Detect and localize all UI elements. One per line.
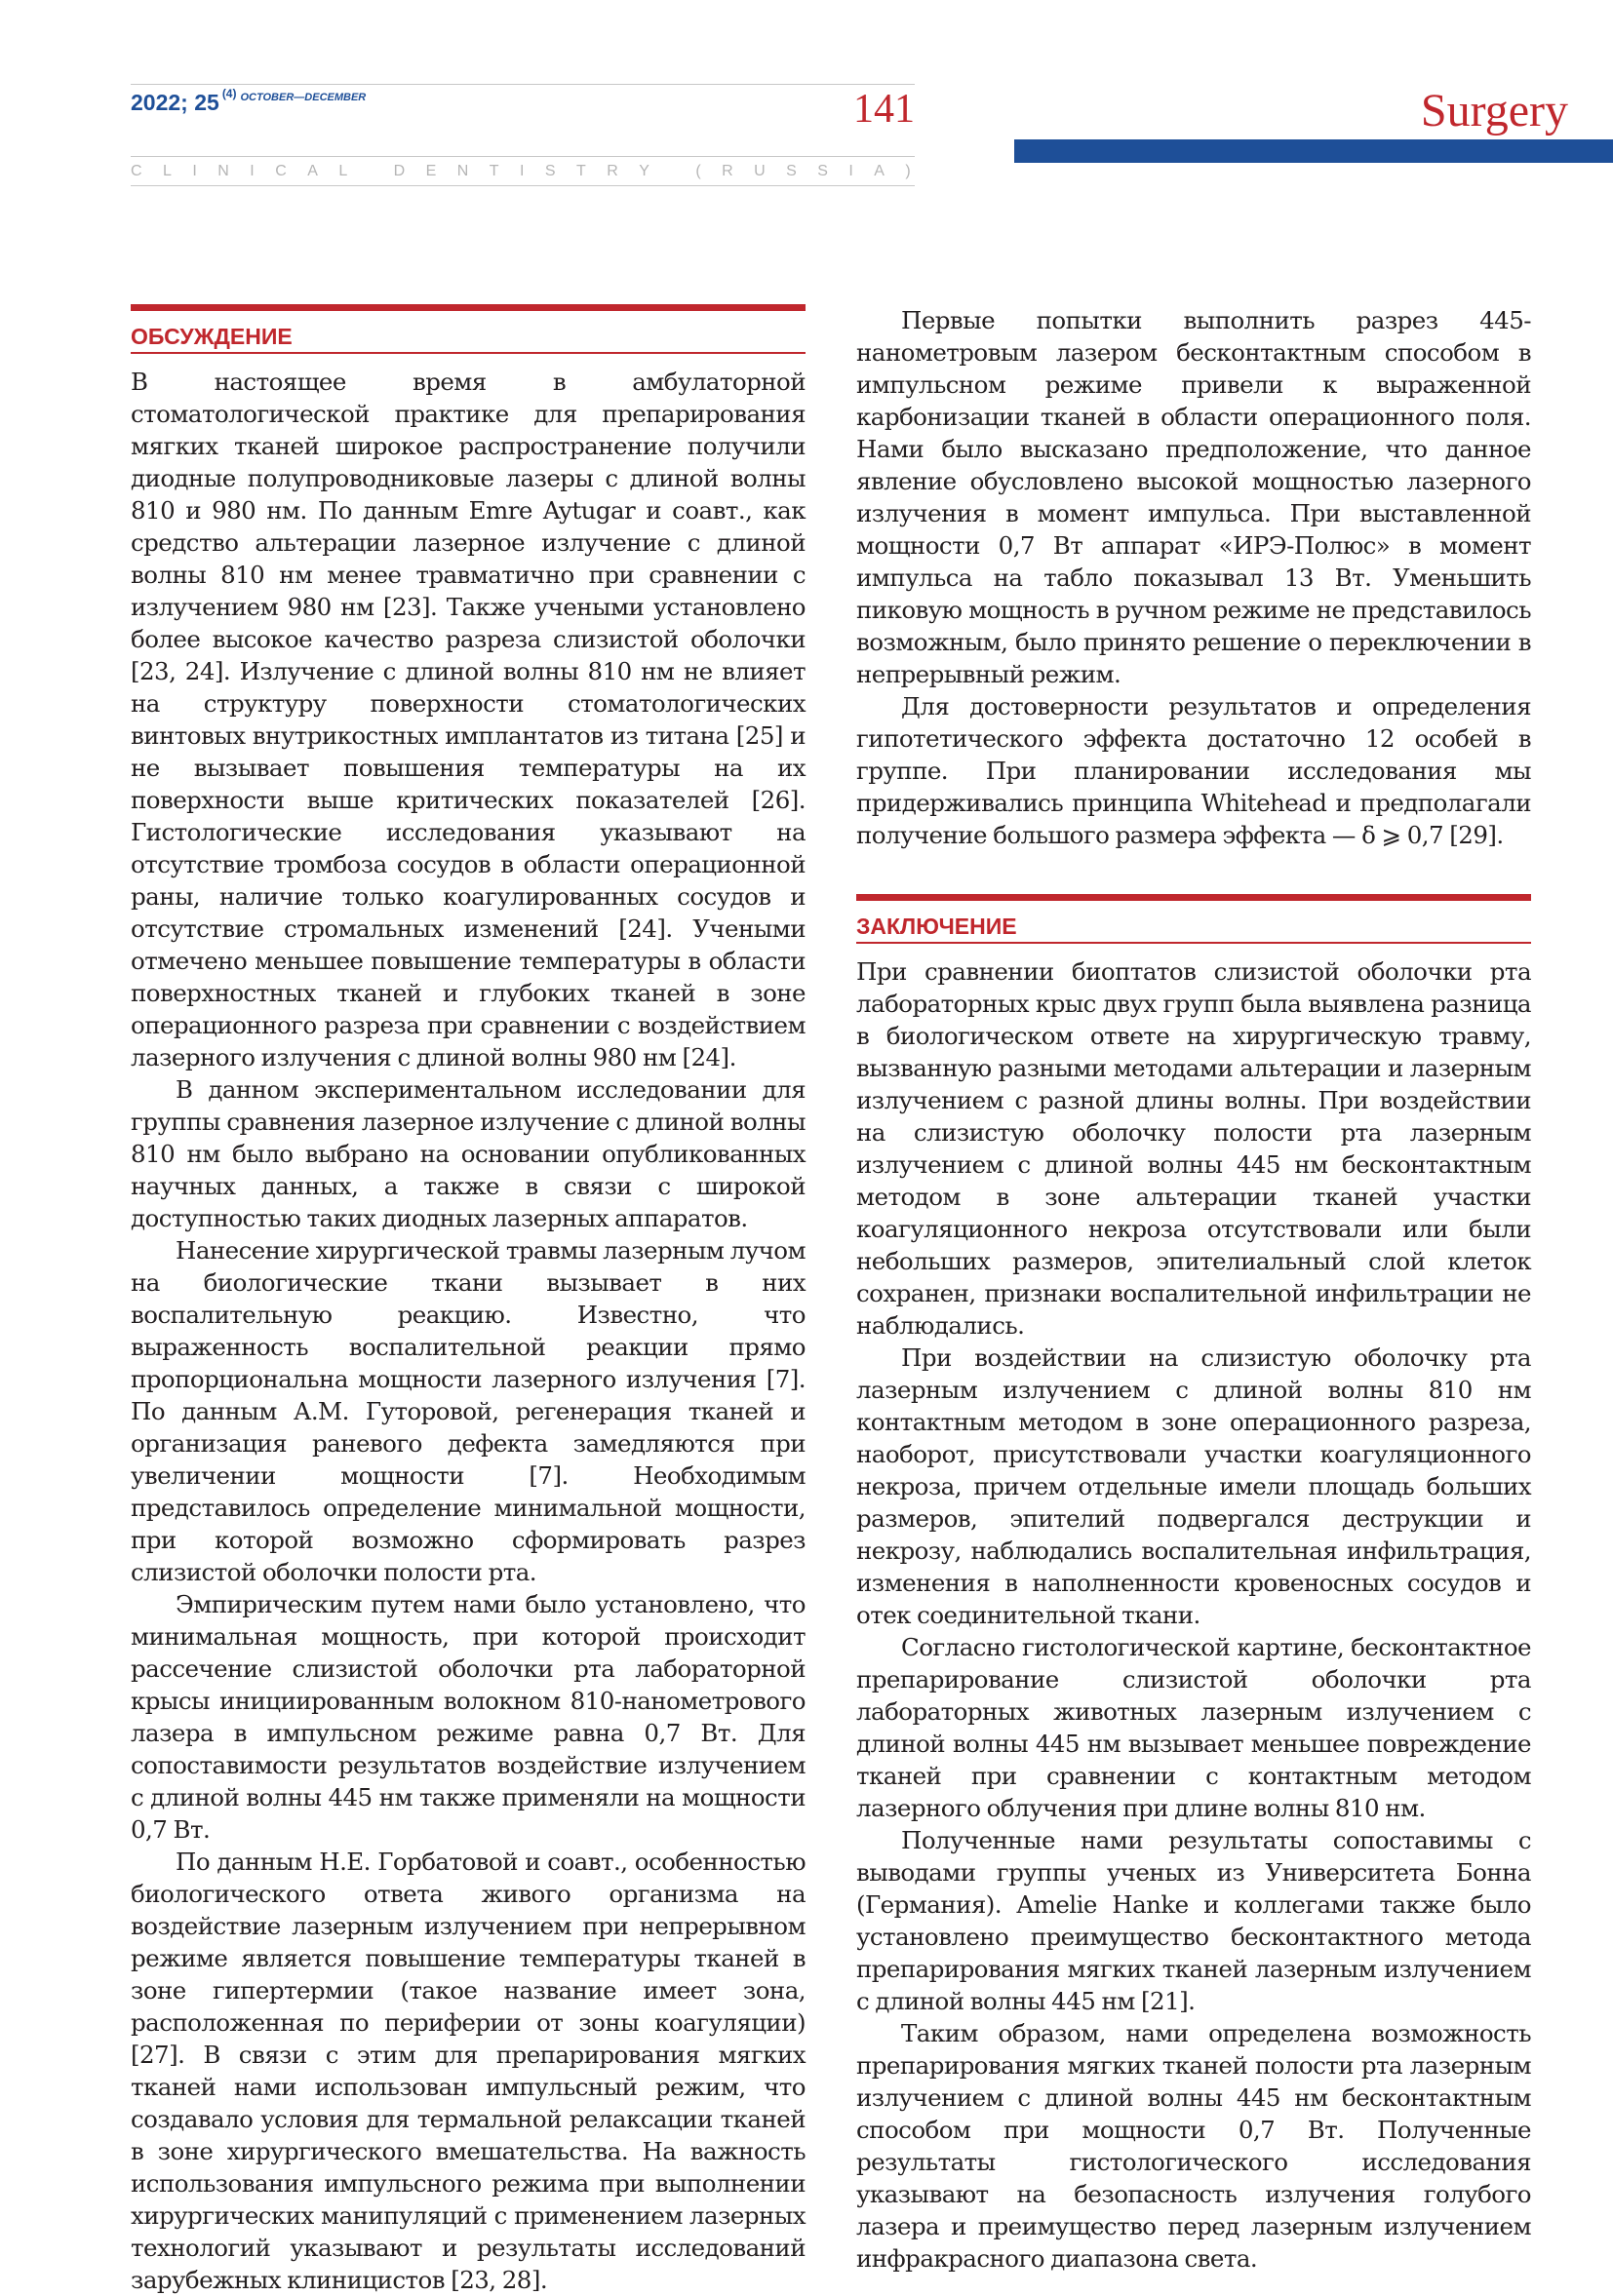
issue-number: (4) (221, 87, 237, 101)
journal-name-letter (369, 163, 373, 180)
body-paragraph: Для достоверности результатов и определения гипотетического эффекта достаточно 12 особей в группе. При планировании исследования мы придерживались принципа Whitehead и предполагали получение большого размера эффекта — δ ⩾ 0,7 [29]. (856, 692, 1531, 849)
journal-name-letter: I (192, 163, 197, 179)
journal-name-letter: L (338, 163, 348, 179)
issue-months: OCTOBER—DECEMBER (240, 92, 367, 103)
body-paragraph: Таким образом, нами определена возможность препарирования мягких тканей полости рта лазерным излучением с длиной волны 445 нм бесконтактным способом при мощности 0,7 Вт. Полученные результаты гистологического исследования указывают на безопасность излучения голубого лазера и преимущество перед лазерным излучением инфракрасного диапазона света. (856, 2019, 1531, 2273)
journal-name-letter: Y (639, 163, 649, 179)
journal-name-letter: I (250, 163, 255, 179)
section-color-bar (1014, 139, 1613, 163)
journal-name-letter: I (520, 163, 525, 179)
journal-name-letter: S (786, 163, 797, 179)
body-paragraph: Нанесение хирургической травмы лазерным лучом на биологические ткани вызывает в них воспалительную реакцию. Известно, что выраженность воспалительной реакции прямо пропорциональна мощности лазерного излучения [7]. По данным А.М. Гуторовой, регенерация тканей и организация раневого дефекта замедляются при увеличении мощности [7]. Необходимым представилось определение минимальной мощности, при которой возможно сформировать разрез слизистой оболочки полости рта. (131, 1236, 806, 1586)
journal-name-letter: ( (695, 163, 701, 179)
heading-rule-top (856, 894, 1531, 901)
journal-name-letter: S (817, 163, 828, 179)
journal-name-letter: C (131, 163, 142, 179)
issue-volume: 25 (194, 90, 219, 115)
journal-name-letter: N (456, 163, 469, 179)
header-rule-top (131, 84, 915, 85)
section-title: Surgery (1420, 85, 1568, 136)
header-rule-bottom (131, 185, 915, 186)
journal-name-letter: E (425, 163, 437, 179)
conclusion-heading: ЗАКЛЮЧЕНИЕ (856, 914, 1017, 939)
journal-name-letter: T (576, 163, 586, 179)
right-column (856, 304, 1531, 2275)
body-paragraph: При воздействии на слизистую оболочку рта лазерным излучением с длиной волны 810 нм контактным методом в зоне операционного разреза, наоборот, присутствовали участки коагуляционного некроза, причем отдельные имели площадь больших размеров, эпителий подвергался деструкции и некрозу, наблюдались воспалительная инфильтрация, изменения в наполненности кровеносных сосудов и отек соединительной ткани. (856, 1343, 1531, 1629)
header-rule-middle (131, 156, 915, 157)
journal-issue-label (131, 87, 367, 116)
body-paragraph: По данным Н.Е. Горбатовой и соавт., особенностью биологического ответа живого организма на воздействие лазерным излучением при непрерывном режиме является повышение температуры тканей в зоне гипертермии (такое название имеет зона, расположенная по периферии от зоны коагуляции) [27]. В связи с этим для препарирования мягких тканей нами использован импульсный режим, что создавало условия для термальной релаксации тканей в зоне хирургического вмешательства. На важность использования импульсного режима при выполнении хирургических манипуляций с применением лазерных технологий указывают и результаты исследований зарубежных клиницистов [23, 28]. (131, 1848, 806, 2294)
body-paragraph: Согласно гистологической картине, бесконтактное препарирование слизистой оболочки рта лабораторных животных лазерным излучением с длиной волны 445 нм вызывает меньшее повреждение тканей при сравнении с контактным методом лазерного облучения при длине волны 810 нм. (856, 1633, 1531, 1822)
journal-name (131, 163, 911, 180)
journal-name-letter: A (307, 163, 318, 179)
journal-name-letter: D (393, 163, 406, 179)
journal-name-letter: ) (905, 163, 911, 179)
journal-name-letter: U (754, 163, 766, 179)
discussion-heading: ОБСУЖДЕНИЕ (131, 324, 293, 349)
journal-name-letter: C (275, 163, 287, 179)
body-paragraph: При сравнении биоптатов слизистой оболочки рта лабораторных крыс двух групп была выявлена разница в биологическом ответе на хирургическую травму, вызванную разными методами альтерации и лазерным излучением с разной длины волны. При воздействии на слизистую оболочку полости рта лазерным излучением с длиной волны 445 нм бесконтактным методом в зоне альтерации тканей участки коагуляционного некроза отсутствовали или были небольших размеров, эпителиальный слой клеток сохранен, признаки воспалительной инфильтрации не наблюдались. (856, 957, 1531, 1340)
body-paragraph: В настоящее время в амбулаторной стоматологической практике для препарирования мягких тканей широкое распространение получили диодные полупроводниковые лазеры с длиной волны 810 и 980 нм. По данным Emre Aytugar и соавт., как средство альтерации лазерное излучение с длиной волны 810 нм менее травматично при сравнении с излучением 980 нм [23]. Также учеными установлено более высокое качество разреза слизистой оболочки [23, 24]. Излучение с длиной волны 810 нм не влияет на структуру поверхности стоматологических винтовых внутрикостных имплантатов из титана [25] и не вызывает повышения температуры на их поверхности выше критических показателей [26]. Гистологические исследования указывают на отсутствие тромбоза сосудов в области операционной раны, наличие только коагулированных сосудов и отсутствие стромальных изменений [24]. Учеными отмечено меньшее повышение температуры в области поверхностных тканей и глубоких тканей в зоне операционного разреза при сравнении с воздействием лазерного излучения с длиной волны 980 нм [24]. (131, 368, 806, 1071)
discussion-heading-block (131, 304, 806, 354)
heading-rule-bottom (856, 942, 1531, 944)
journal-name-letter: I (848, 163, 853, 179)
journal-name-letter: L (163, 163, 172, 179)
journal-name-letter: R (722, 163, 733, 179)
body-paragraph: Эмпирическим путем нами было установлено, что минимальная мощность, при которой происходит рассечение слизистой оболочки рта лабораторной крысы инициированным волокном 810-нанометрового лазера в импульсном режиме равна 0,7 Вт. Для сопоставимости результатов воздействие излучением с длиной волны 445 нм также применяли на мощности 0,7 Вт. (131, 1590, 806, 1844)
journal-name-letter: S (544, 163, 556, 179)
journal-name-letter (670, 163, 674, 180)
section-gap (856, 851, 1531, 894)
heading-rule-top (131, 304, 806, 311)
left-column (131, 304, 806, 2296)
journal-name-letter: A (874, 163, 885, 179)
body-paragraph: Полученные нами результаты сопоставимы с выводами группы ученых из Университета Бонна (Германия). Amelie Hanke и коллегами также было установлено преимущество бесконтактного метода препарирования мягких тканей лазерным излучением с длиной волны 445 нм [21]. (856, 1826, 1531, 2015)
heading-rule-bottom (131, 352, 806, 354)
page-number: 141 (853, 87, 915, 132)
body-paragraph: Первые попытки выполнить разрез 445-нанометровым лазером бесконтактным способом в импульсном режиме привели к выраженной карбонизации тканей в области операционного поля. Нами было высказано предположение, что данное явление обусловлено высокой мощностью лазерного излучения в момент импульса. При выставленной мощности 0,7 Вт аппарат «ИРЭ-Полюс» в момент импульса на табло показывал 13 Вт. Уменьшить пиковую мощность в ручном режиме не представилось возможным, было принято решение о переключении в непрерывный режим. (856, 306, 1531, 688)
body-paragraph: В данном экспериментальном исследовании для группы сравнения лазерное излучение с длиной волны 810 нм было выбрано на основании опубликованных научных данных, а также в связи с широкой доступностью таких диодных лазерных аппаратов. (131, 1075, 806, 1232)
journal-name-letter: N (217, 163, 229, 179)
journal-name-letter: T (489, 163, 499, 179)
journal-name-letter: R (607, 163, 618, 179)
conclusion-heading-block (856, 894, 1531, 944)
issue-year: 2022; (131, 90, 188, 115)
